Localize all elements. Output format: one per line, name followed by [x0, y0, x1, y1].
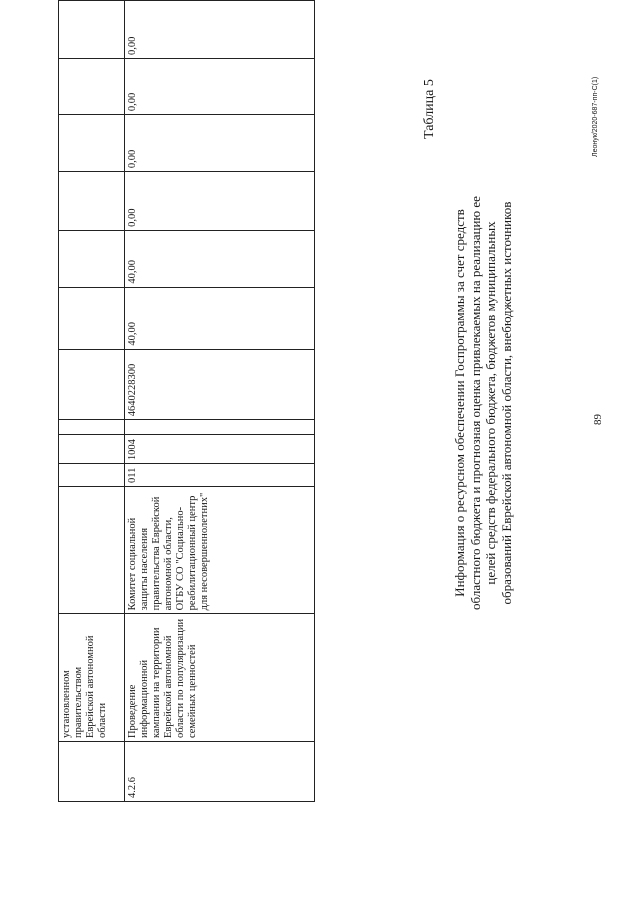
- empty-cell: [59, 287, 125, 349]
- empty-cell: [125, 420, 315, 435]
- executor-cell: Комитет социальной защиты населения правительства Еврейской автономной области, ОГБУ СО "Социально-реабилитационный центр для несовершеннолетних": [125, 487, 315, 614]
- empty-cell: [59, 172, 125, 231]
- empty-cell: [59, 59, 125, 115]
- empty-cell: [59, 1, 125, 59]
- empty-cell: [59, 487, 125, 614]
- value-cell: 0,00: [125, 59, 315, 115]
- csr-cell: 4640228300: [125, 349, 315, 420]
- empty-cell: [59, 115, 125, 172]
- value-cell: 40,00: [125, 230, 315, 287]
- table-heading: Таблица 5: [422, 79, 437, 139]
- empty-cell: [59, 435, 125, 464]
- empty-cell: [59, 742, 125, 802]
- grbs-cell: 011: [125, 464, 315, 487]
- continued-text-cell: установленном правительством Еврейской автономной области: [59, 614, 125, 742]
- footer-note: Леонук/2020-687-пп-С(1): [592, 76, 599, 157]
- table-title: Информация о ресурсном обеспечении Госпрограммы за счет средств областного бюджета и прогнозная оценка привлекаемых на реализацию ее целей средств федерального бюджета, бюджетов муниципальных образований Еврейской автономной области, внебюджетных источников: [452, 196, 514, 610]
- value-cell: 0,00: [125, 1, 315, 59]
- empty-cell: [59, 349, 125, 420]
- empty-cell: [59, 464, 125, 487]
- row-number-cell: 4.2.6: [125, 742, 315, 802]
- table-row-continued: [59, 1, 125, 802]
- rzpr-cell: 1004: [125, 435, 315, 464]
- page-number: 89: [592, 414, 604, 425]
- event-cell: Проведение информационной кампании на территории Еврейской автономной области по популяризации семейных ценностей: [125, 614, 315, 742]
- empty-cell: [59, 420, 125, 435]
- value-cell: 0,00: [125, 172, 315, 231]
- value-cell: 0,00: [125, 115, 315, 172]
- empty-cell: [59, 230, 125, 287]
- table-row: [125, 1, 315, 802]
- value-cell: 40,00: [125, 287, 315, 349]
- program-table: [58, 0, 315, 802]
